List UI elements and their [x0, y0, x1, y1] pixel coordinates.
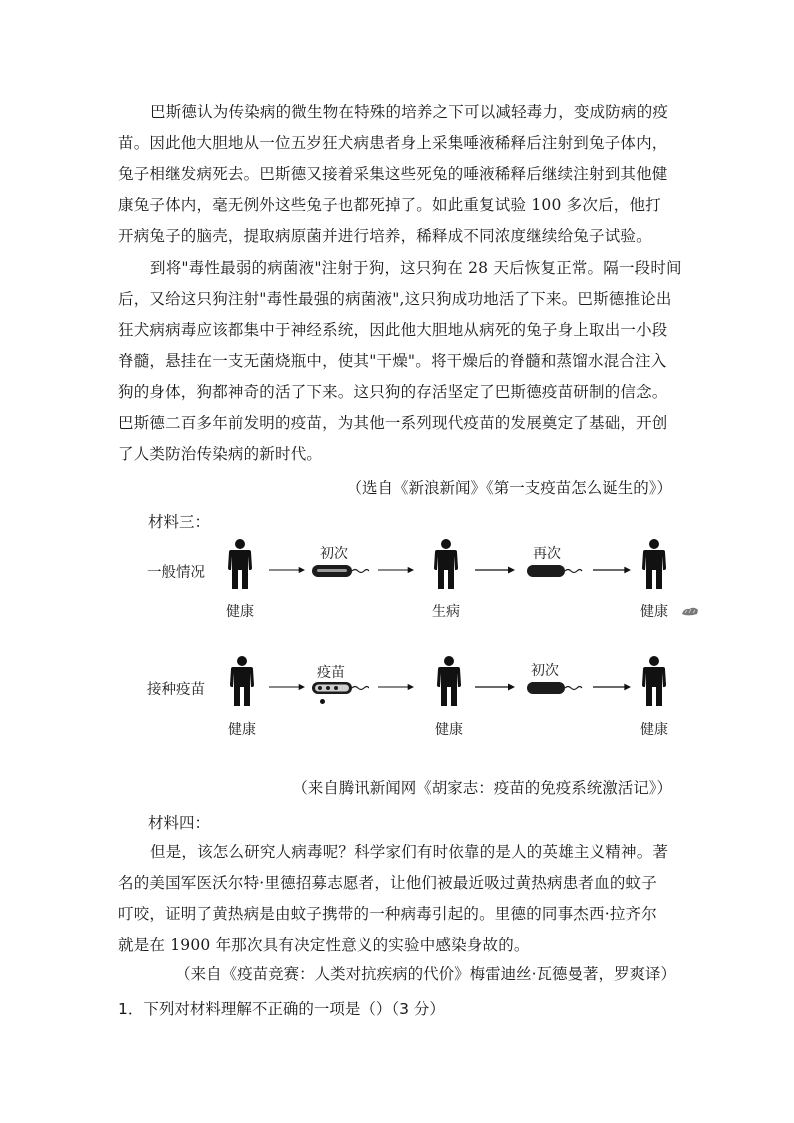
text-line: 名的美国军医沃尔特·里德招募志愿者，让他们被最近吸过黄热病患者血的蚊子 [118, 874, 657, 892]
person-icon [225, 656, 259, 706]
source-citation-2: （来自腾讯新闻网《胡家志：疫苗的免疫系统激活记》） [292, 779, 672, 797]
text-line: 苗。因此他大胆地从一位五岁狂犬病患者身上采集唾液稀释后注射到兔子体内， [118, 134, 668, 152]
agent-label: 疫苗 [317, 665, 345, 681]
arrow-icon [378, 682, 414, 692]
row-label: 接种疫苗 [147, 682, 205, 698]
person-caption: 生病 [432, 604, 460, 620]
text-line: 后，又给这只狗注射"毒性最强的病菌液",这只狗成功地活了下来。巴斯德推论出 [118, 290, 672, 308]
arrow-icon [593, 565, 631, 575]
text-line: 到将"毒性最弱的病菌液"注射于狗，这只狗在 28 天后恢复正常。隔一段时间 [150, 259, 682, 277]
arrow-icon [269, 682, 305, 692]
person-icon [429, 539, 463, 589]
question-1: 1．下列对材料理解不正确的一项是（）（3 分） [118, 1000, 445, 1018]
material-4-title: 材料四： [148, 814, 211, 832]
scan-smudge [681, 605, 699, 617]
arrow-icon [475, 565, 515, 575]
text-line: 了人类防治传染病的新时代。 [118, 445, 323, 463]
arrow-icon [378, 565, 414, 575]
agent-label: 再次 [533, 546, 561, 562]
row-label: 一般情况 [147, 565, 205, 581]
text-line: 叮咬，证明了黄热病是由蚊子携带的一种病毒引起的。里德的同事杰西·拉齐尔 [118, 905, 657, 923]
person-caption: 健康 [435, 722, 463, 738]
passage-2 [118, 253, 682, 470]
person-caption: 健康 [640, 604, 668, 620]
person-icon [637, 656, 671, 706]
arrow-icon [475, 682, 515, 692]
pathogen-icon [526, 563, 584, 579]
agent-label: 初次 [320, 546, 348, 562]
person-icon [637, 539, 671, 589]
agent-label: 初次 [531, 663, 559, 679]
person-caption: 健康 [228, 722, 256, 738]
dot-marker [320, 699, 325, 704]
text-line: 兔子相继发病死去。巴斯德又接着采集这些死兔的唾液稀释后继续注射到其他健 [118, 165, 668, 183]
vaccine-icon [311, 680, 369, 696]
source-citation-1: （选自《新浪新闻》《第一支疫苗怎么诞生的》） [346, 479, 672, 497]
material-3-title: 材料三： [148, 513, 211, 531]
source-citation-3: （来自《疫苗竞赛：人类对抗疾病的代价》梅雷迪丝·瓦德曼著，罗爽译） [175, 965, 676, 983]
text-line: 巴斯德二百多年前发明的疫苗，为其他一系列现代疫苗的发展奠定了基础，开创 [118, 414, 668, 432]
text-line: 康兔子体内，毫无例外这些兔子也都死掉了。如此重复试验 100 多次后，他打 [118, 196, 661, 214]
text-line: 但是，该怎么研究人病毒呢？科学家们有时依靠的是人的英雄主义精神。著 [150, 843, 669, 861]
material-4-body [118, 837, 678, 961]
person-caption: 健康 [640, 722, 668, 738]
person-icon [223, 539, 257, 589]
passage-1 [118, 97, 678, 252]
weak-pathogen-icon [311, 563, 369, 579]
text-line: 巴斯德认为传染病的微生物在特殊的培养之下可以减轻毒力，变成防病的疫 [150, 103, 669, 121]
text-line: 狗的身体，狗都神奇的活了下来。这只狗的存活坚定了巴斯德疫苗研制的信念。 [118, 383, 668, 401]
text-line: 狂犬病病毒应该都集中于神经系统，因此他大胆地从病死的兔子身上取出一小段 [118, 321, 668, 339]
arrow-icon [269, 565, 305, 575]
pathogen-icon [526, 680, 584, 696]
arrow-icon [593, 682, 631, 692]
text-line: 就是在 1900 年那次具有决定性意义的实验中感染身故的。 [118, 936, 530, 954]
person-icon [432, 656, 466, 706]
text-line: 脊髓，悬挂在一支无菌烧瓶中，使其"干燥"。将干燥后的脊髓和蒸馏水混合注入 [118, 352, 667, 370]
person-caption: 健康 [226, 604, 254, 620]
text-line: 开病兔子的脑壳，提取病原菌并进行培养，稀释成不同浓度继续给兔子试验。 [118, 227, 652, 245]
